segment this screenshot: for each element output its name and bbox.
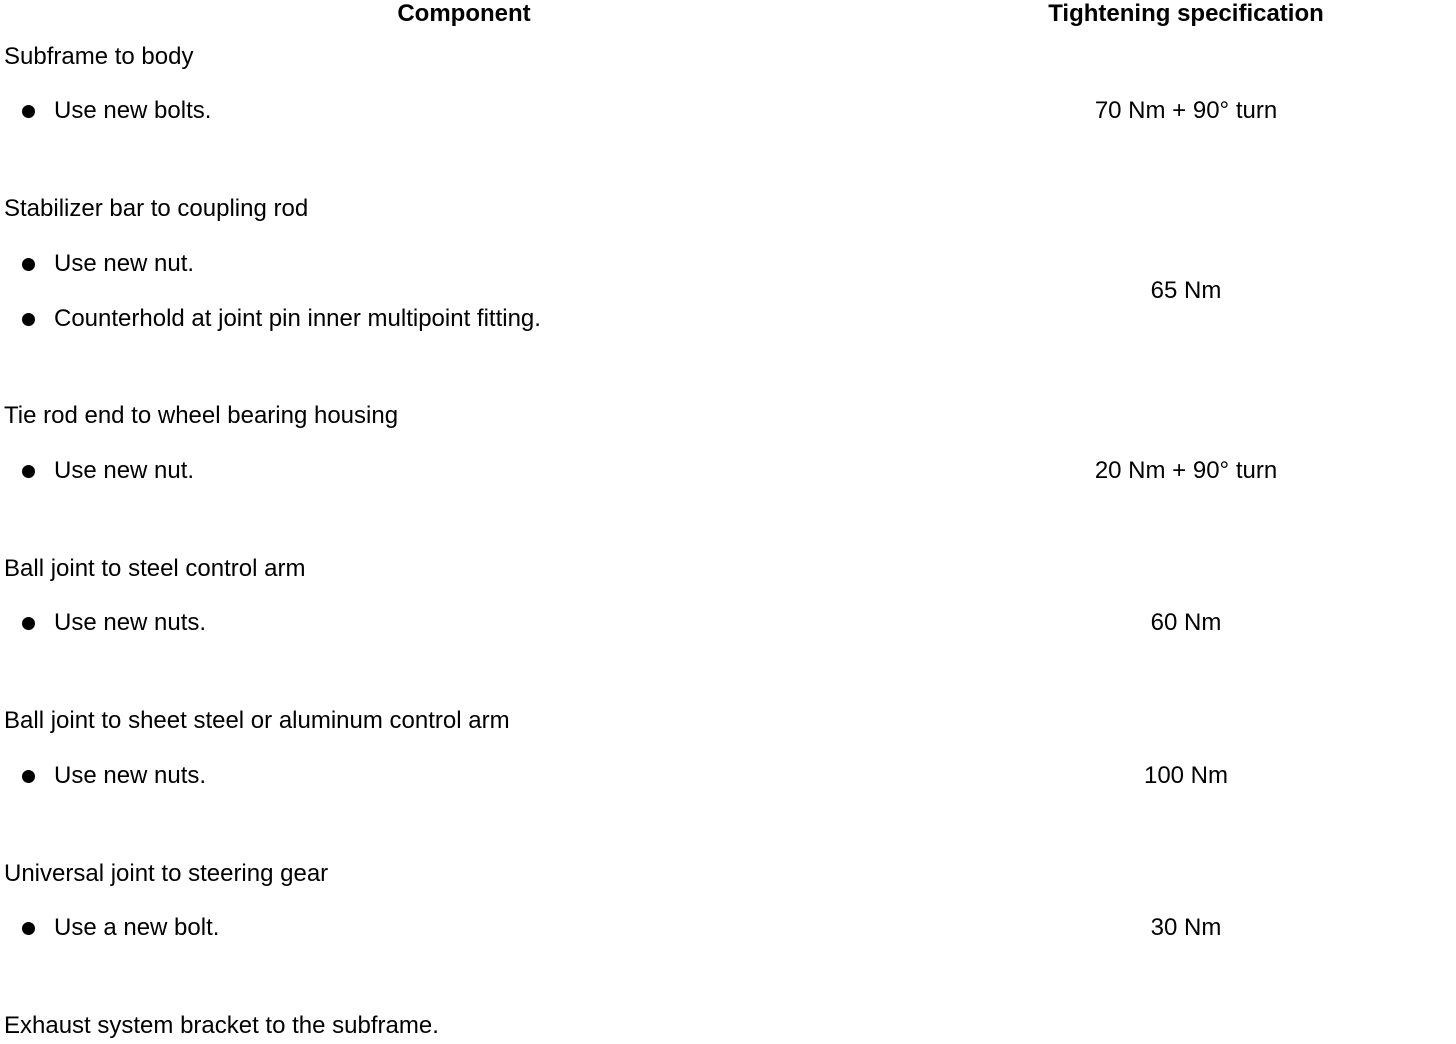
note-text: Counterhold at joint pin inner multipoint fitting. xyxy=(54,305,541,332)
bullet-icon xyxy=(22,922,35,935)
spec-value: 60 Nm xyxy=(1150,609,1222,636)
row-title: Stabilizer bar to coupling rod xyxy=(4,195,309,222)
spec-value: 30 Nm xyxy=(1150,914,1222,941)
note-item xyxy=(22,305,541,333)
spec-value: 65 Nm xyxy=(1150,277,1222,304)
note-text: Use new bolts. xyxy=(54,97,212,124)
row-title: Tie rod end to wheel bearing housing xyxy=(4,402,399,429)
note-text: Use new nut. xyxy=(54,250,195,277)
note-text: Use new nuts. xyxy=(54,609,207,636)
bullet-icon xyxy=(22,770,35,783)
spec-value: 100 Nm xyxy=(1143,762,1229,789)
spec-value: 70 Nm + 90° turn xyxy=(1094,97,1278,124)
column-header-component: Component xyxy=(397,0,531,27)
note-item xyxy=(22,609,206,637)
row-title: Universal joint to steering gear xyxy=(4,860,329,887)
bullet-icon xyxy=(22,105,35,118)
note-text: Use new nuts. xyxy=(54,762,207,789)
note-item xyxy=(22,914,219,942)
spec-value: 20 Nm + 90° turn xyxy=(1094,457,1278,484)
row-title: Exhaust system bracket to the subframe. xyxy=(4,1012,439,1039)
note-text: Use new nut. xyxy=(54,457,195,484)
row-title: Ball joint to steel control arm xyxy=(4,555,306,582)
row-title: Ball joint to sheet steel or aluminum control arm xyxy=(4,707,510,734)
column-header-tightening-specification: Tightening specification xyxy=(1048,0,1324,27)
row-title: Subframe to body xyxy=(4,43,194,70)
bullet-icon xyxy=(22,465,35,478)
bullet-icon xyxy=(22,313,35,326)
note-item xyxy=(22,97,211,125)
bullet-icon xyxy=(22,617,35,630)
note-item xyxy=(22,762,206,790)
note-text: Use a new bolt. xyxy=(54,914,220,941)
bullet-icon xyxy=(22,258,35,271)
note-item xyxy=(22,250,194,278)
note-item xyxy=(22,457,194,485)
